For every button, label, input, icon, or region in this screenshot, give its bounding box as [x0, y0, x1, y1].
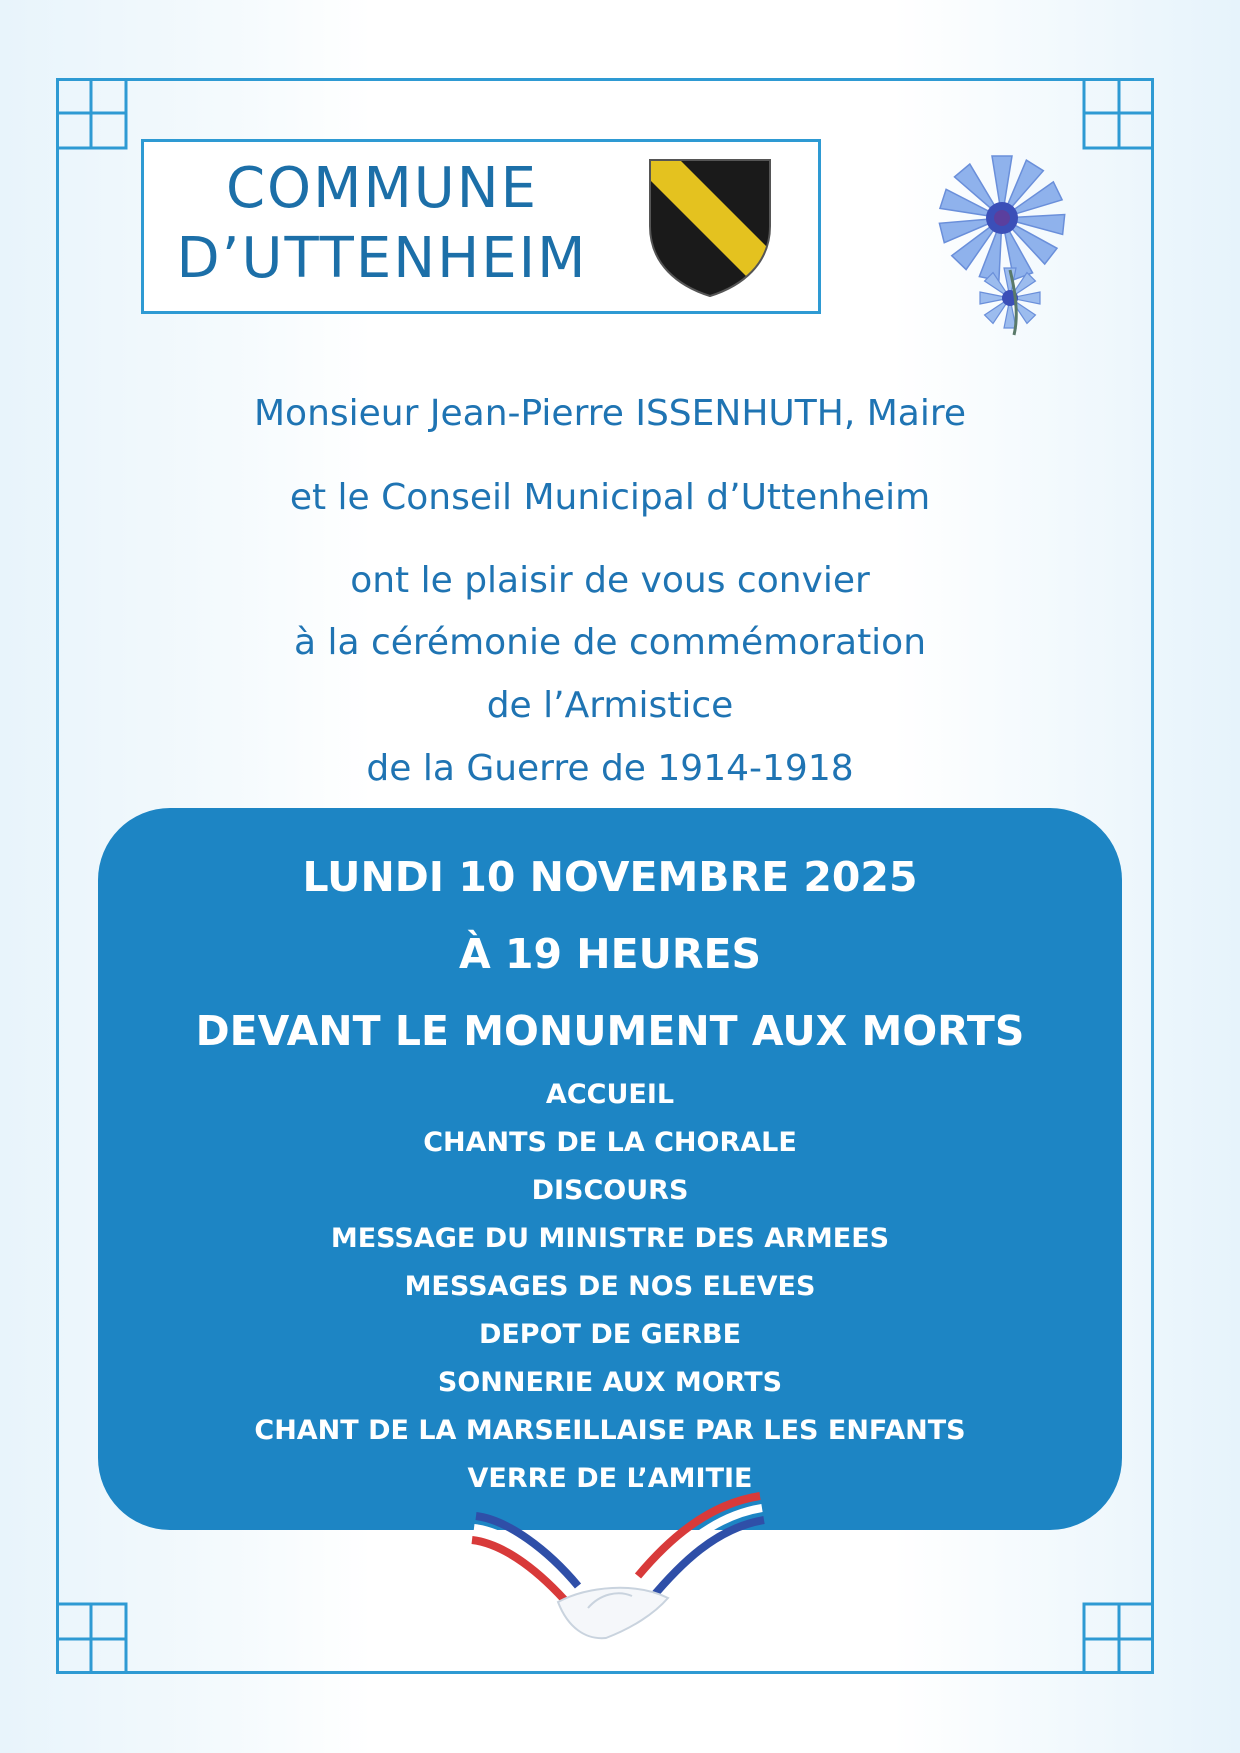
commune-header	[141, 139, 821, 314]
invitation-line-1: Monsieur Jean-Pierre ISSENHUTH, Maire	[254, 393, 966, 434]
invitation-line-2: et le Conseil Municipal d’Uttenheim	[289, 477, 931, 518]
invitation-line-6: de la Guerre de 1914-1918	[366, 748, 854, 789]
coat-of-arms-icon	[646, 156, 774, 302]
corner-ornament-bottom-right	[1082, 1602, 1154, 1674]
tricolor-ribbon-dove-icon	[468, 1490, 768, 1654]
event-time: À 19 HEURES	[458, 930, 762, 978]
commune-title-line1: COMMUNE	[225, 156, 539, 221]
program-item: VERRE DE L’AMITIE	[467, 1463, 753, 1494]
invitation-line-4: à la cérémonie de commémoration	[293, 622, 927, 663]
program-item: DISCOURS	[531, 1175, 689, 1206]
commune-title-line2: D’UTTENHEIM	[176, 226, 588, 291]
program-item: SONNERIE AUX MORTS	[437, 1367, 783, 1398]
cornflower-icon	[910, 140, 1100, 344]
program-item: CHANT DE LA MARSEILLAISE PAR LES ENFANTS	[254, 1415, 966, 1446]
invitation-line-3: ont le plaisir de vous convier	[350, 560, 870, 601]
program-item: ACCUEIL	[545, 1079, 675, 1110]
corner-ornament-top-left	[56, 78, 128, 150]
program-item: MESSAGE DU MINISTRE DES ARMEES	[330, 1223, 890, 1254]
program-item: CHANTS DE LA CHORALE	[423, 1127, 797, 1158]
program-item: MESSAGES DE NOS ELEVES	[404, 1271, 816, 1302]
event-place: DEVANT LE MONUMENT AUX MORTS	[195, 1007, 1025, 1055]
program-item: DEPOT DE GERBE	[478, 1319, 742, 1350]
corner-ornament-bottom-left	[56, 1602, 128, 1674]
event-details-box	[98, 808, 1122, 1530]
event-date: LUNDI 10 NOVEMBRE 2025	[302, 853, 918, 901]
invitation-line-5: de l’Armistice	[486, 685, 734, 726]
commune-title	[162, 154, 602, 294]
